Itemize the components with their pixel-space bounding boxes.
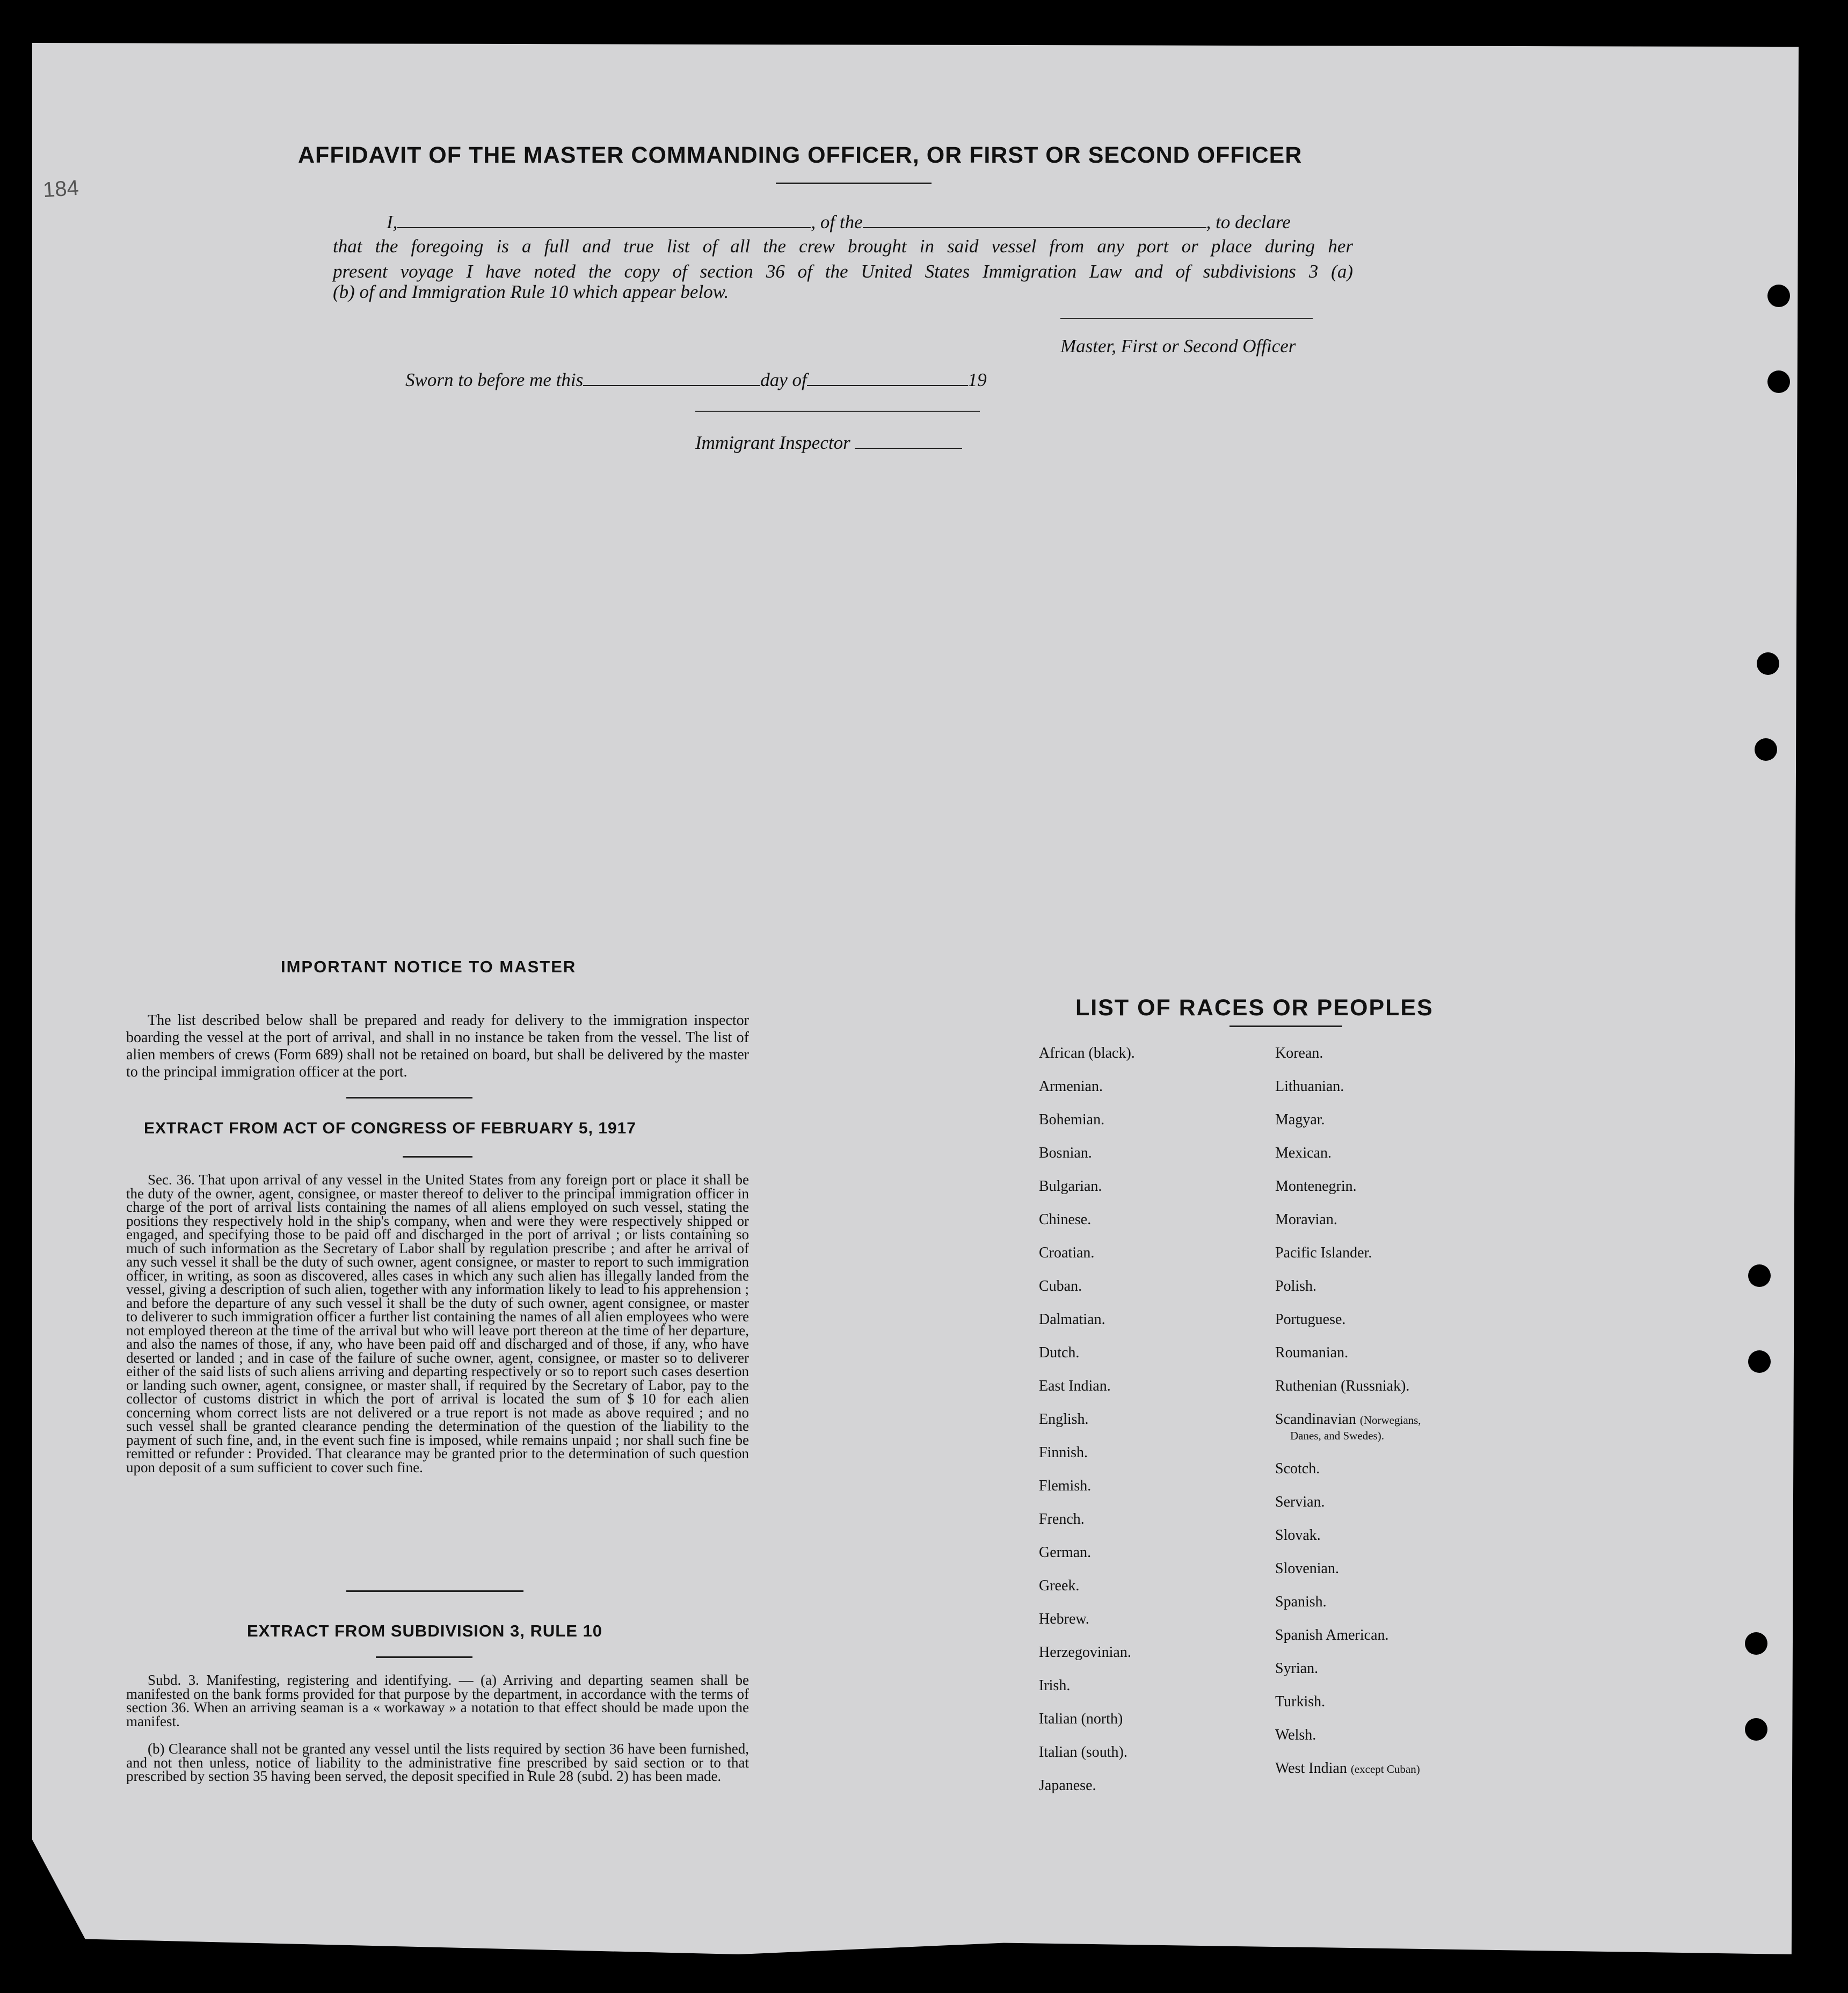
race-note: (except Cuban) [1350,1763,1420,1776]
sworn-line [405,369,987,391]
name-blank[interactable] [397,227,811,228]
race-item: Lithuanian. [1275,1078,1344,1095]
section-36-text: Sec. 36. That upon arrival of any vessel in the United States from any foreign port or place it shall be the duty of the owner, agent, consignee, or master thereof to deliver to the principal immigration officer in charge of the port of arrival lists containing the names of all aliens employed on such vessel, stating the positions they respectively hold in the ship's company, when and were they were respectively shipped or engaged, and specifying those to be paid off and discharged in the port of arrival ; or lists containing so much of such information as the Secretary of Labor shall by regulation prescribe ; and after he arrival of any such vessel it shall be the duty of such owner, agent consignee, or master to report to such immigration officer, in writing, as soon as discovered, alles cases in which any such alien has illegally landed from the vessel, giving a description of such alien, together with any information likely to lead to his apprehension ; and before the departure of any such vessel it shall be the duty of such owner, agent consignee, or master to deliverer to such immigration officer a further list containing the names of all alien employees who were not employed thereon at the time of the arrival but who will leave port thereon at the time of her departure, and also the names of those, if any, who have been paid off and discharged and of those, if any, who have deserted or landed ; and in case of the failure of suche owner, agent, consignee, or master so to deliverer either of the said lists of such aliens arriving and departing respectively or so to report such cases desertion or landing such owner, agent, consignee, or master shall, if required by the Secretary of Labor, pay to the collector of customs district in which the port of arrival is located the sum of $ 10 for each alien concerning whom correct lists are not delivered or a true report is not made as above required ; and no such vessel shall be granted clearance pending the determination of the question of the liability to the payment of such fine, and, in the event such fine is imposed, while remains unpaid ; nor shall such fine be remitted or refunder : Provided. That clearance may be granted prior to the determination of such question upon deposit of a sum sufficient to cover such fine. [126,1172,749,1475]
race-item: Chinese. [1039,1211,1092,1228]
race-item: Armenian. [1039,1078,1103,1095]
affidavit-line-2: that the foregoing is a full and true list of all the crew brought in said vessel from any port or place during her [333,236,1353,257]
race-item: Montenegrin. [1275,1178,1357,1195]
race-item: Dutch. [1039,1344,1080,1361]
subdivision-3a-text: Subd. 3. Manifesting, registering and identifying. — (a) Arriving and departing seamen shall be manifested on the bank forms provided for that purpose by the department, in accordance with the terms of section 36. When an arriving seaman is a « workaway » a notation to that effect should be made upon the manifest. [126,1672,749,1729]
race-item: Portuguese. [1275,1311,1346,1328]
race-item: Italian (south). [1039,1744,1127,1761]
of-the-label: , of the [811,212,863,232]
master-label: Master, First or Second Officer [1060,336,1296,357]
race-item: Dalmatian. [1039,1311,1105,1328]
affidavit-line-1 [387,209,1353,235]
act-divider [346,1590,523,1592]
punch-hole [1755,738,1777,761]
rule10-title: EXTRACT FROM SUBDIVISION 3, RULE 10 [247,1621,602,1640]
affidavit-title: AFFIDAVIT OF THE MASTER COMMANDING OFFICER, OR FIRST OR SECOND OFFICER [298,142,1303,168]
race-item: East Indian. [1039,1378,1111,1394]
act-underline [403,1156,472,1158]
race-item: French. [1039,1511,1085,1528]
races-right-column [1275,1046,1421,1794]
race-item: Croatian. [1039,1245,1095,1261]
race-item-west-indian [1275,1761,1421,1794]
day-of-label: day of [760,369,807,390]
race-item: Italian (north) [1039,1711,1123,1727]
race-item: Irish. [1039,1677,1071,1694]
notice-text: The list described below shall be prepared and ready for delivery to the immigration inspector boarding the vessel at the port of arrival, and shall in no instance be taken from the vessel. The list of alien members of crews (Form 689) shall not be retained on board, but shall be delivered by the master to the principal immigration officer at the port. [126,1012,749,1080]
document-page [32,43,1799,1954]
punch-hole [1757,652,1779,675]
punch-hole [1748,1350,1771,1373]
race-item-scandinavian [1275,1412,1421,1461]
race-item: Herzegovinian. [1039,1644,1131,1661]
sworn-month-blank[interactable] [807,385,968,386]
race-item: Bohemian. [1039,1111,1105,1128]
inspector-label: Immigrant Inspector [695,432,850,453]
master-signature-line[interactable] [1060,318,1313,319]
race-item: Slovak. [1275,1527,1321,1544]
title-underline [776,183,932,184]
race-item: African (black). [1039,1045,1135,1061]
notice-divider [346,1097,472,1099]
vessel-blank[interactable] [863,227,1206,228]
race-item: Japanese. [1039,1777,1096,1794]
punch-hole [1745,1632,1767,1655]
race-item: Magyar. [1275,1111,1325,1128]
inspector-signature-line[interactable] [695,411,980,412]
punch-hole [1767,370,1790,393]
to-declare-label: , to declare [1206,212,1291,232]
race-item: Spanish American. [1275,1627,1389,1643]
race-item: Cuban. [1039,1278,1082,1294]
year-prefix: 19 [967,369,987,390]
race-item: Spanish. [1275,1594,1327,1610]
race-item: Servian. [1275,1494,1325,1510]
race-item: Moravian. [1275,1211,1337,1228]
rule10-underline [376,1656,472,1658]
punch-hole [1745,1718,1767,1741]
races-left-column [1039,1046,1135,1812]
race-label: West Indian [1275,1760,1347,1777]
race-item: Bosnian. [1039,1145,1092,1161]
race-item: Polish. [1275,1278,1317,1294]
act-title: EXTRACT FROM ACT OF CONGRESS OF FEBRUARY 5, 1917 [144,1119,636,1137]
race-item: German. [1039,1544,1092,1561]
affidavit-line-3: present voyage I have noted the copy of section 36 of the United States Immigration Law and of subdivisions 3 (a) [333,261,1353,282]
race-item: Ruthenian (Russniak). [1275,1378,1410,1394]
race-item: Pacific Islander. [1275,1245,1372,1261]
subdivision-3b-text: (b) Clearance shall not be granted any vessel until the lists required by section 36 have been furnished, and not then unless, notice of liability to the administrative fine prescribed by said section or to that prescribed by section 35 having been served, the deposit specified in Rule 28 (subd. 2) has been made. [126,1741,749,1784]
race-item: Greek. [1039,1577,1080,1594]
punch-hole [1767,285,1790,307]
race-item: Hebrew. [1039,1611,1089,1627]
sworn-day-blank[interactable] [583,385,760,386]
inspector-blank[interactable] [855,448,962,449]
notice-title: IMPORTANT NOTICE TO MASTER [281,957,577,976]
inspector-line [695,432,962,454]
race-item: English. [1039,1411,1089,1428]
affidavit-line-4: (b) of and Immigration Rule 10 which appear below. [333,281,729,302]
i-label: I, [387,212,398,232]
race-item: Slovenian. [1275,1560,1339,1577]
page-number: 184 [42,176,80,202]
race-item: Finnish. [1039,1444,1088,1461]
races-title: LIST OF RACES OR PEOPLES [1075,995,1434,1021]
race-item: Turkish. [1275,1693,1326,1710]
race-item: Welsh. [1275,1727,1316,1743]
punch-hole [1748,1264,1771,1287]
race-item: Syrian. [1275,1660,1319,1677]
race-label: Scandinavian [1275,1411,1356,1428]
sworn-label: Sworn to before me this [405,369,584,390]
race-item: Mexican. [1275,1145,1332,1161]
race-item: Korean. [1275,1045,1323,1061]
race-item: Roumanian. [1275,1344,1349,1361]
race-item: Flemish. [1039,1478,1092,1494]
race-item: Bulgarian. [1039,1178,1102,1195]
races-underline [1229,1025,1342,1027]
race-note: Danes, and Swedes). [1290,1429,1384,1442]
race-item: Scotch. [1275,1460,1320,1477]
race-note: (Norwegians, [1359,1414,1421,1427]
